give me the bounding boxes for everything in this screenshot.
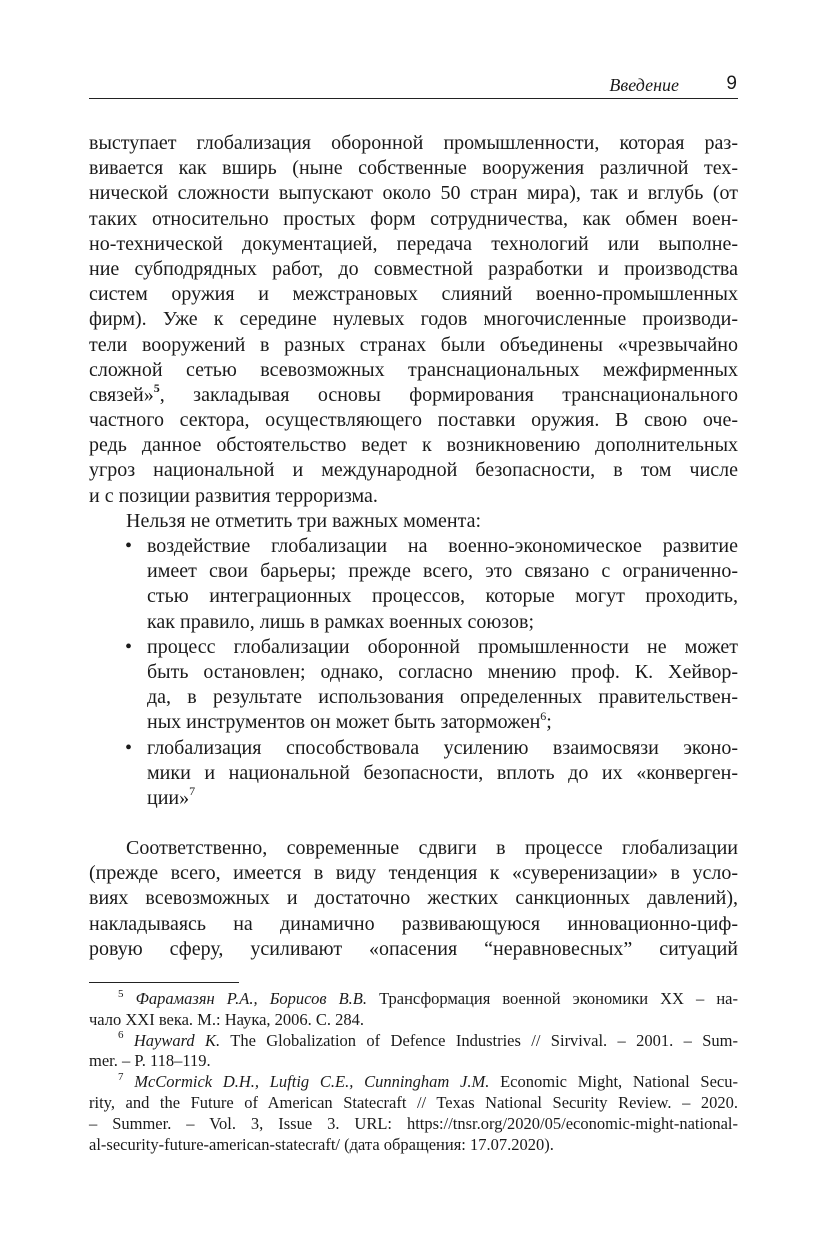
footnote-line[interactable]: al-security-future-american-statecraft/ (дата обращения: 17.07.2020). <box>89 1134 554 1154</box>
text-line <box>89 786 738 811</box>
footnote-authors: McCormick D.H., Luftig C.E., Cunningham J.M. <box>134 1072 490 1092</box>
list-intro: Нельзя не отметить три важных момента: <box>126 509 482 532</box>
bullet-icon: • <box>125 635 133 658</box>
text-line: систем оружия и межстрановых слияний военно-промышленных <box>89 283 738 306</box>
footnote-line: $^7$ McCormick D.H., Luftig C.E., Cunningham J.M. Economic Might, National Secu- <box>118 1070 738 1092</box>
paragraph-shifts <box>89 836 738 962</box>
footnote-ref-5[interactable]: 5 <box>153 381 160 396</box>
text-line: имеет свои барьеры; прежде всего, это связано с ограниченно- <box>147 560 738 583</box>
bullet-icon: • <box>125 535 133 557</box>
bullet-list <box>89 534 738 811</box>
text-line: выступает глобализация оборонной промышленности, которая раз- <box>89 132 738 154</box>
text-line: вивается как вширь (ныне собственные вооружения различной тех- <box>89 157 738 180</box>
paragraph-gap <box>89 811 738 836</box>
footnote-line: чало XXI века. М.: Наука, 2006. С. 284. <box>89 1009 365 1029</box>
running-header-section: Введение <box>609 75 679 95</box>
text-line: (прежде всего, имеется в виду тенденция к «суверенизации» в усло- <box>89 862 738 885</box>
text-line: мики и национальной безопасности, вплоть до их «конверген- <box>147 761 738 784</box>
text-segment: ных инструментов он может быть заторможен <box>147 711 541 734</box>
footnote-number: 7 <box>118 1070 124 1083</box>
text-line: Соответственно, современные сдвиги в процессе глобализации <box>126 837 738 860</box>
text-line <box>89 383 738 408</box>
text-line: редь данное обстоятельство ведет к возникновению дополнительных <box>89 434 738 457</box>
main-text <box>89 131 738 962</box>
text-line: но-технической документацией, передача технологий или выполне- <box>89 232 738 255</box>
footnote-6 <box>89 1031 738 1073</box>
footnote-line: mer. – P. 118–119. <box>89 1051 211 1071</box>
footnote-line: $^5$ Фарамазян Р.А., Борисов В.В. Трансформация военной экономики XX – на- <box>118 987 738 1008</box>
text-line: тели вооружений в разных странах были объединены «чрезвычайно <box>89 333 738 356</box>
text-line: • глобализация способствовала усилению взаимосвязи эконо- <box>89 736 738 761</box>
text-line: таких относительно простых форм сотрудничества, как обмен воен- <box>89 207 738 230</box>
text-segment: связей» <box>89 383 154 406</box>
text-line: и с позиции развития терроризма. <box>89 484 378 507</box>
footnote-ref-6[interactable]: 6 <box>540 708 547 723</box>
text-line: • процесс глобализации оборонной промышленности не может <box>89 635 738 660</box>
text-line: да, в результате использования определенных правительствен- <box>147 686 738 709</box>
list-item <box>89 736 738 812</box>
text-line: сложной сетью всевозможных транснациональных межфирменных <box>89 358 738 381</box>
footnote-ref-7[interactable]: 7 <box>189 784 196 799</box>
footnote-line: $^6$ Hayward K. The Globalization of Defence Industries // Sirvival. – 2001. – Sum- <box>118 1029 739 1050</box>
text-segment: , закладывая основы формирования транснационального <box>159 383 738 406</box>
list-item <box>89 635 738 736</box>
footnote-line: – Summer. – Vol. 3, Issue 3. URL: https://tnsr.org/2020/05/economic-might-national- <box>89 1113 738 1133</box>
footnotes <box>89 989 738 1155</box>
text-line: нической сложности выпускают около 50 стран мира), так и вглубь (от <box>89 182 738 205</box>
footnote-7 <box>89 1072 738 1155</box>
footnote-authors: Фарамазян Р.А., Борисов В.В. <box>135 989 367 1008</box>
footnote-number: 5 <box>118 987 124 1000</box>
text-line <box>89 710 738 735</box>
text-segment: ; <box>546 711 552 734</box>
list-item <box>89 534 738 635</box>
text-line: как правило, лишь в рамках военных союзов; <box>147 610 535 633</box>
footnote-authors: Hayward K. <box>133 1030 221 1050</box>
text-line: быть остановлен; однако, согласно мнению проф. К. Хейвор- <box>147 660 738 683</box>
page-number: 9 <box>726 73 737 94</box>
text-line: накладываясь на динамично развивающуюся инновационно-циф- <box>89 912 738 935</box>
footnote-separator <box>89 982 239 983</box>
footnote-number: 6 <box>118 1029 124 1042</box>
paragraph-globalization <box>89 131 738 509</box>
text-line: угроз национальной и международной безопасности, в том числе <box>89 459 738 482</box>
running-header <box>89 70 738 99</box>
text-line: виях всевозможных и достаточно жестких санкционных давлений), <box>89 887 738 910</box>
footnote-line: rity, and the Future of American Statecraft // Texas National Security Review. – 2020. <box>89 1092 738 1112</box>
bullet-icon: • <box>125 736 133 759</box>
text-line: • воздействие глобализации на военно-экономическое развитие <box>89 534 738 559</box>
text-line: ровую сферу, усиливают «опасения “неравновесных” ситуаций <box>89 937 738 960</box>
text-line: ние субподрядных работ, до совместной разработки и производства <box>89 257 738 280</box>
footnote-5 <box>89 989 738 1031</box>
text-line: стью интеграционных процессов, которые могут проходить, <box>147 585 738 608</box>
text-line: частного сектора, осуществляющего поставки оружия. В свою оче- <box>89 409 738 432</box>
text-segment: ции» <box>147 786 190 809</box>
text-line: фирм). Уже к середине нулевых годов многочисленные производи- <box>89 308 738 331</box>
